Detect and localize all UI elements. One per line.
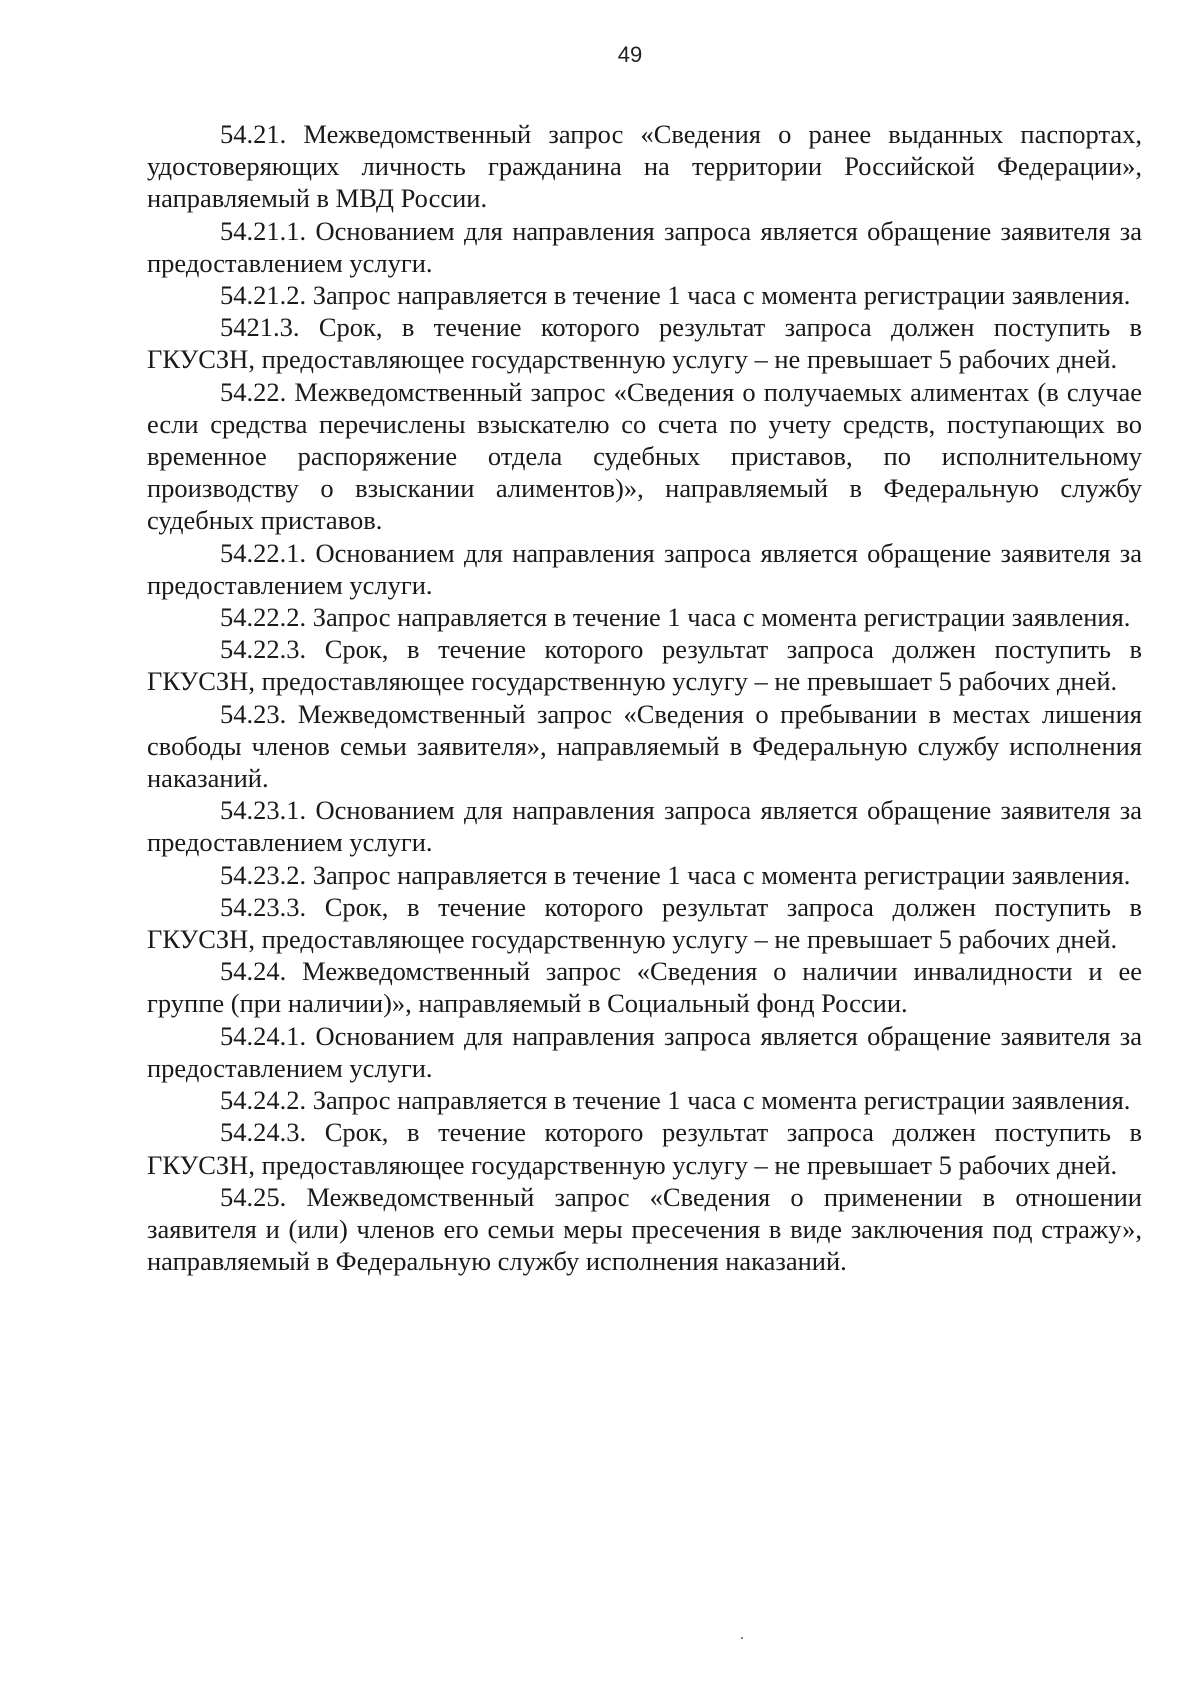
paragraph-54-21-1: 54.21.1. Основанием для направления запроса является обращение заявителя за предоставлением услуги. bbox=[147, 215, 1142, 278]
paragraph-54-23-2: 54.23.2. Запрос направляется в течение 1 часа с момента регистрации заявления. bbox=[220, 859, 1131, 890]
paragraph-54-24-2: 54.24.2. Запрос направляется в течение 1 часа с момента регистрации заявления. bbox=[220, 1085, 1131, 1116]
paragraph-54-23-3: 54.23.3. Срок, в течение которого результат запроса должен поступить в ГКУСЗН, предоставляющее государственную услугу – не превышает 5 рабочих дней. bbox=[147, 891, 1142, 955]
page-number: 49 bbox=[617, 42, 643, 67]
paragraph-54-24-3: 54.24.3. Срок, в течение которого результат запроса должен поступить в ГКУСЗН, предоставляющее государственную услугу – не превышает 5 рабочих дней. bbox=[147, 1117, 1142, 1180]
paragraph-54-25: 54.25. Межведомственный запрос «Сведения о применении в отношении заявителя и (или) членов его семьи меры пресечения в виде заключения под стражу», направляемый в Федеральную службу исполнения наказаний. bbox=[147, 1181, 1142, 1277]
paragraph-54-23-1: 54.23.1. Основанием для направления запроса является обращение заявителя за предоставлением услуги. bbox=[147, 795, 1142, 858]
scan-speck bbox=[741, 1637, 743, 1639]
paragraph-54-23: 54.23. Межведомственный запрос «Сведения о пребывании в местах лишения свободы членов семьи заявителя», направляемый в Федеральную службу исполнения наказаний. bbox=[147, 698, 1142, 794]
paragraph-54-22: 54.22. Межведомственный запрос «Сведения о получаемых алиментах (в случае если средства перечислены взыскателю со счета по учету средств, поступающих во временное распоряжение отдела судебных приставов, по исполнительному производству о взыскании алиментов)», направляемый в Федеральную службу судебных приставов. bbox=[147, 376, 1142, 536]
paragraph-54-22-2: 54.22.2. Запрос направляется в течение 1 часа с момента регистрации заявления. bbox=[220, 602, 1131, 633]
paragraph-54-21: 54.21. Межведомственный запрос «Сведения о ранее выданных паспортах, удостоверяющих личность гражданина на территории Российской Федерации», направляемый в МВД России. bbox=[147, 119, 1142, 214]
paragraph-54-22-3: 54.22.3. Срок, в течение которого результат запроса должен поступить в ГКУСЗН, предоставляющее государственную услугу – не превышает 5 рабочих дней. bbox=[147, 634, 1142, 697]
paragraph-54-22-1: 54.22.1. Основанием для направления запроса является обращение заявителя за предоставлением услуги. bbox=[147, 537, 1142, 600]
paragraph-54-21-3: 5421.3. Срок, в течение которого результат запроса должен поступить в ГКУСЗН, предоставляющее государственную услугу – не превышает 5 рабочих дней. bbox=[147, 312, 1142, 375]
document-body bbox=[147, 118, 1142, 1277]
paragraph-54-24-1: 54.24.1. Основанием для направления запроса является обращение заявителя за предоставлением услуги. bbox=[147, 1020, 1142, 1083]
paragraph-54-21-2: 54.21.2. Запрос направляется в течение 1 часа с момента регистрации заявления. bbox=[220, 280, 1131, 311]
paragraph-54-24: 54.24. Межведомственный запрос «Сведения о наличии инвалидности и ее группе (при наличии)», направляемый в Социальный фонд России. bbox=[147, 956, 1142, 1019]
